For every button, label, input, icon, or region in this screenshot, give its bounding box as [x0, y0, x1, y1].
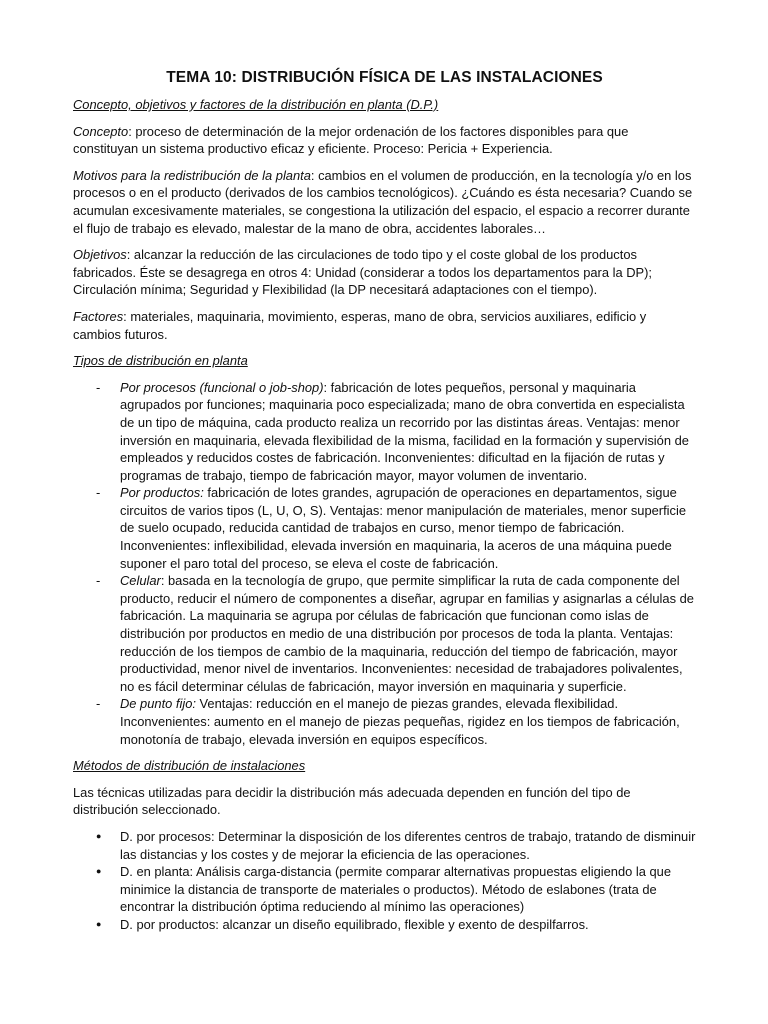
tipo-item-procesos — [120, 379, 696, 485]
tipo-item-productos — [120, 484, 696, 572]
paragraph-factores — [73, 308, 696, 343]
text-concepto: : proceso de determinación de la mejor ordenación de los factores disponibles para que constituyan un sistema productivo eficaz y eficiente. Proceso: Pericia + Experiencia. — [73, 123, 629, 157]
tipo-text: : basada en la tecnología de grupo, que permite simplificar la ruta de cada componente del producto, reducir el número de componentes a diseñar, agrupar en familias y asignarlas a células de fabricación. La maquinaria se agrupa por células de fabricación que funcionan como islas de distribución por productos en medio de una distribución por procesos de toda la planta. Ventajas: reducción de los tiempos de cambio de la maquinaria, reducción del tiempo de fabricación, mayor productividad, menor nivel de inventarios. Inconvenientes: necesidad de trabajadores polivalentes, no es fácil determinar células de fabricación, mayor inversión en maquinaria y superficie. — [120, 573, 694, 694]
tipo-label: Por productos: — [120, 485, 204, 501]
paragraph-concepto — [73, 123, 696, 158]
term-concepto: Concepto — [73, 123, 129, 139]
document-title: TEMA 10: DISTRIBUCIÓN FÍSICA DE LAS INSTALACIONES — [166, 69, 603, 86]
tipo-label: De punto fijo: — [120, 696, 196, 712]
section-heading-concepto: Concepto, objetivos y factores de la distribución en planta (D.P.) — [73, 97, 439, 112]
paragraph-motivos — [73, 167, 696, 237]
section-heading-metodos: Métodos de distribución de instalaciones — [73, 758, 306, 774]
tipos-list — [73, 379, 696, 748]
tipo-text: fabricación de lotes grandes, agrupación de operaciones en departamentos, sigue circuitos de varios tipos (L, U, O, S). Ventajas: menor manipulación de materiales, menor superficie de suelo ocupado, reducida cantidad de trabajos en curso, menor tiempo de fabricación. Inconvenientes: inflexibilidad, elevada inversión en maquinaria, la aceros de una máquina puede suponer el paro total del proceso, se eleva el coste de fabricación. — [120, 485, 687, 571]
text-motivos: : cambios en el volumen de producción, en la tecnología y/o en los procesos o en el producto (derivados de los cambios tecnológicos). ¿Cuándo es ésta necesaria? Cuando se acumulan excesivamente materiales, se congestiona la utilización del espacio, el espacio a recorrer durante el flujo de trabajo es elevado, malestar de la mano de obra, accidentes laborales… — [73, 167, 693, 236]
paragraph-objetivos — [73, 246, 696, 299]
term-factores: Factores — [73, 308, 124, 324]
metodos-list — [73, 828, 696, 934]
term-objetivos: Objetivos — [73, 247, 127, 263]
tipo-text: Ventajas: reducción en el manejo de piezas grandes, elevada flexibilidad. Inconvenientes: aumento en el manejo de piezas pequeñas, rigidez en los tiempos de fabricación, monotonía de trabajo, elevada inversión en equipos específicos. — [120, 696, 680, 747]
metodo-item-planta: ● D. en planta: Análisis carga-distancia (permite comparar alternativas propuestas eligiendo la que minimice la distancia de transporte de materiales o productos). Método de eslabones (trata de encontrar la distribución óptima reduciendo al mínimo las operaciones) — [120, 863, 696, 916]
tipo-item-punto-fijo — [120, 695, 696, 748]
text-factores: : materiales, maquinaria, movimiento, esperas, mano de obra, servicios auxiliares, edificio y cambios futuros. — [73, 308, 647, 342]
metodo-item-productos: ● D. por productos: alcanzar un diseño equilibrado, flexible y exento de despilfarros. — [120, 916, 696, 934]
tipo-label: Por procesos (funcional o job-shop) — [120, 379, 324, 395]
term-motivos: Motivos para la redistribución de la planta — [73, 167, 311, 183]
text-objetivos: : alcanzar la reducción de las circulaciones de todo tipo y el coste global de los productos fabricados. Éste se desagrega en otros 4: Unidad (considerar a todos los departamentos para la DP); Circulación mínima; Seguridad y Flexibilidad (la DP necesitará adaptaciones con el tiempo). — [73, 247, 652, 298]
tipo-text: : fabricación de lotes pequeños, personal y maquinaria agrupados por funciones; maquinaria poco especializada; mano de obra convertida en especialista de un tipo de máquina, cada producto realiza un recorrido por las distintas áreas. Ventajas: menor inversión en maquinaria, elevada flexibilidad de la misma, facilidad en la formación y supervisión de empleados y reducidos costes de fabricación. Inconvenientes: dificultad en la fijación de rutas y programas de trabajo, tiempo de fabricación mayor, mayor volumen de inventario. — [120, 379, 689, 483]
paragraph-metodos-intro: Las técnicas utilizadas para decidir la distribución más adecuada dependen en función del tipo de distribución seleccionado. — [73, 784, 631, 818]
tipo-label: Celular — [120, 573, 161, 589]
tipo-item-celular — [120, 572, 696, 695]
section-heading-tipos: Tipos de distribución en planta — [73, 353, 248, 369]
metodo-item-procesos: ● D. por procesos: Determinar la disposición de los diferentes centros de trabajo, tratando de disminuir las distancias y los costes y de mejorar la eficiencia de las operaciones. — [120, 828, 696, 863]
